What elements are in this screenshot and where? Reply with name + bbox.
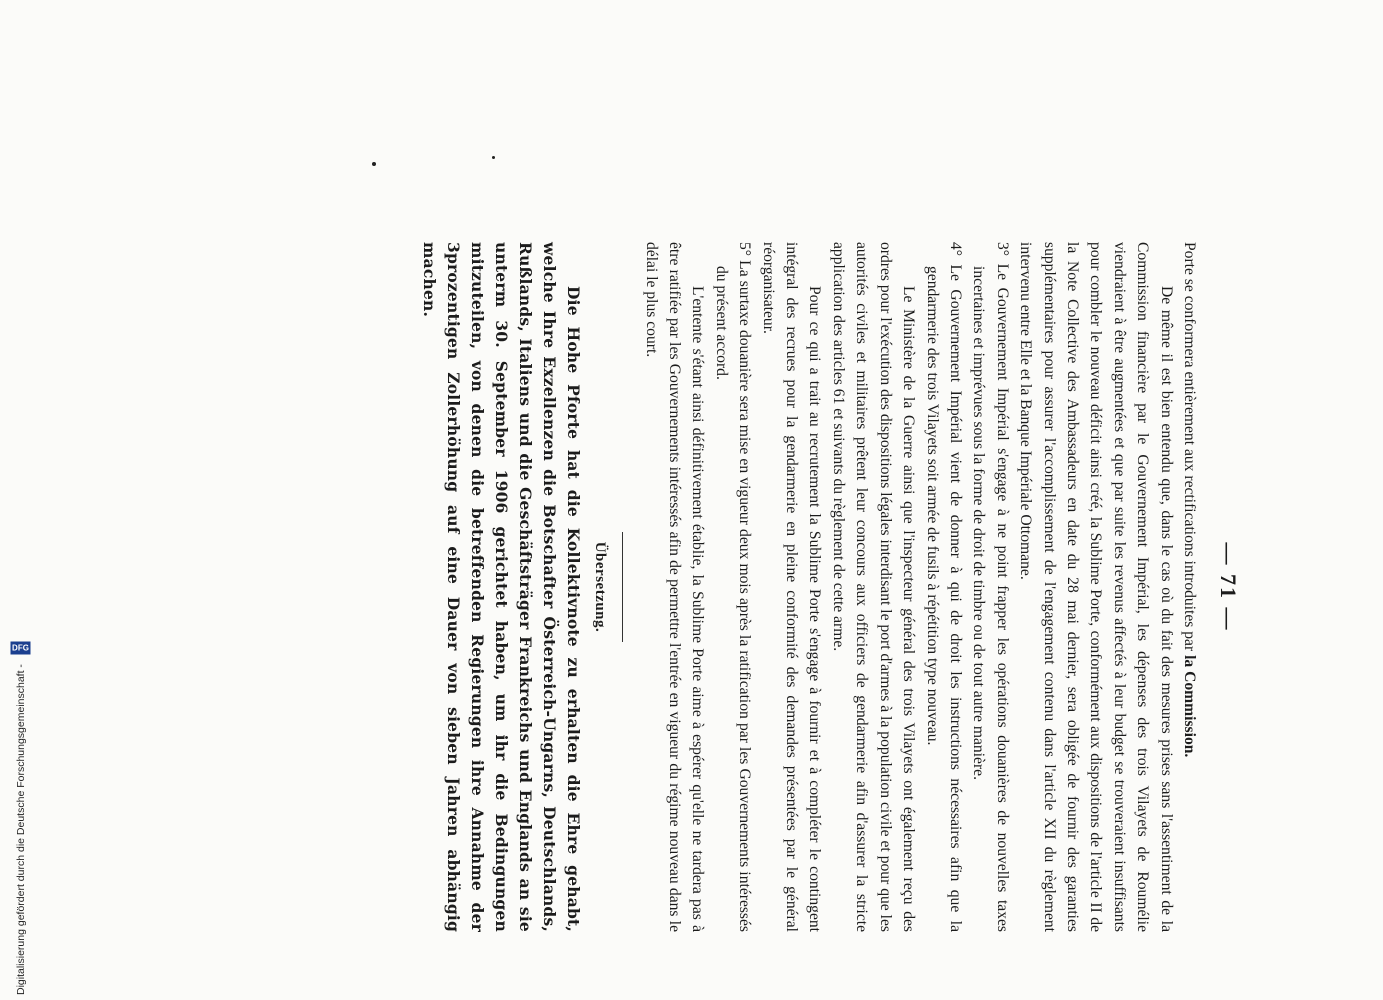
paragraph-porte [1178, 242, 1201, 932]
translation-heading: Übersetzung. [592, 541, 609, 633]
digitization-footer [14, 638, 27, 995]
paragraph-text: Porte se conformera entièrement aux rectifications introduites par la Commission. [1181, 242, 1198, 758]
paragraph-recrutement: Pour ce qui a trait au recrutement la Sublime Porte s'engage à fournir et à compléter le contingent intégral des recrues pour la gendarmerie en pleine conformité des demandes présentées par le général réorganisateur. [759, 242, 824, 932]
article-3: 3° Le Gouvernement Impérial s'engage à ne point frapper les opérations douanières de nouvelles taxes incertaines et imprévues sous la forme de droit de timbre ou de tout autre manière. [970, 242, 1011, 932]
article-4: 4° Le Gouvernement Impérial vient de donner à qui de droit les instructions nécessaires afin que la gendarmerie des trois Vilayets soit armée de fusils à répétition type nouveau. [923, 242, 964, 932]
section-divider [622, 532, 623, 642]
translation-paragraph: Die Hohe Pforte hat die Kollektivnote zu erhalten die Ehre gehabt, welche Ihre Exzellenzen die Botschafter Österreich-Ungarns, Deutschlands, Rußlands, Italiens und die Geschäftsträger Frankreichs und Englands an sie unterm 30. September 1906 gerichtet haben, um ihr die Bedingungen mitzuteilen, von denen die betreffenden Regierungen ihre Annahme der 3prozentigen Zollerhöhung auf eine Dauer von sieben Jahren abhängig machen. [420, 242, 584, 932]
ink-speck [492, 156, 495, 159]
dfg-logo-icon: DFG [12, 643, 29, 653]
paragraph-ministere: Le Ministère de la Guerre ainsi que l'inspecteur général des trois Vilayets ont également reçu des ordres pour l'exécution des dispositions légales interdisant le port d'armes à la population civile et pour que les autorités civiles et militaires prêtent leur concours aux officiers de gendarmerie afin d'assurer la stricte application des articles 61 et suivants du règlement de cette arme. [829, 242, 918, 932]
document-page [141, 242, 1241, 932]
paragraph-entente: L'entente s'étant ainsi définitivement établie, la Sublime Porte aime à espérer qu'elle ne tardera pas à être ratifiée par les Gouvernements intéressés afin de permettre l'entrée en vigueur du régime nouveau dans le délai le plus court. [642, 242, 707, 932]
paragraph-de-meme: De même il est bien entendu que, dans le cas où du fait des mesures prises sans l'assentiment de la Commission financière par le Gouvernement Impérial, les dépenses des trois Vilayets de Roumélie viendraient à être augmentées et que par suite les revenus affectés à leur budget se trouveraient insuffisants pour combler le nouveau déficit ainsi créé, la Sublime Porte, conformément aux dispositions de l'article II de la Note Collective des Ambassadeurs en date du 28 mai dernier, sera obligée de fournir des garanties supplémentaires pour assurer l'accomplissement de l'engagement contenu dans l'article XII du règlement intervenu entre Elle et la Banque Impériale Ottomane. [1017, 242, 1175, 932]
article-5: 5° La surtaxe douanière sera mise en vigueur deux mois après la ratification par les Gouvernements intéressés du présent accord. [712, 242, 754, 932]
bold-phrase: la Commission. [1181, 655, 1198, 758]
ink-speck [372, 162, 376, 166]
footer-text: Digitalisierung gefördert durch die Deutsche Forschungsgemeinschaft - [14, 664, 27, 995]
page-number: — 71 — [1216, 542, 1241, 632]
